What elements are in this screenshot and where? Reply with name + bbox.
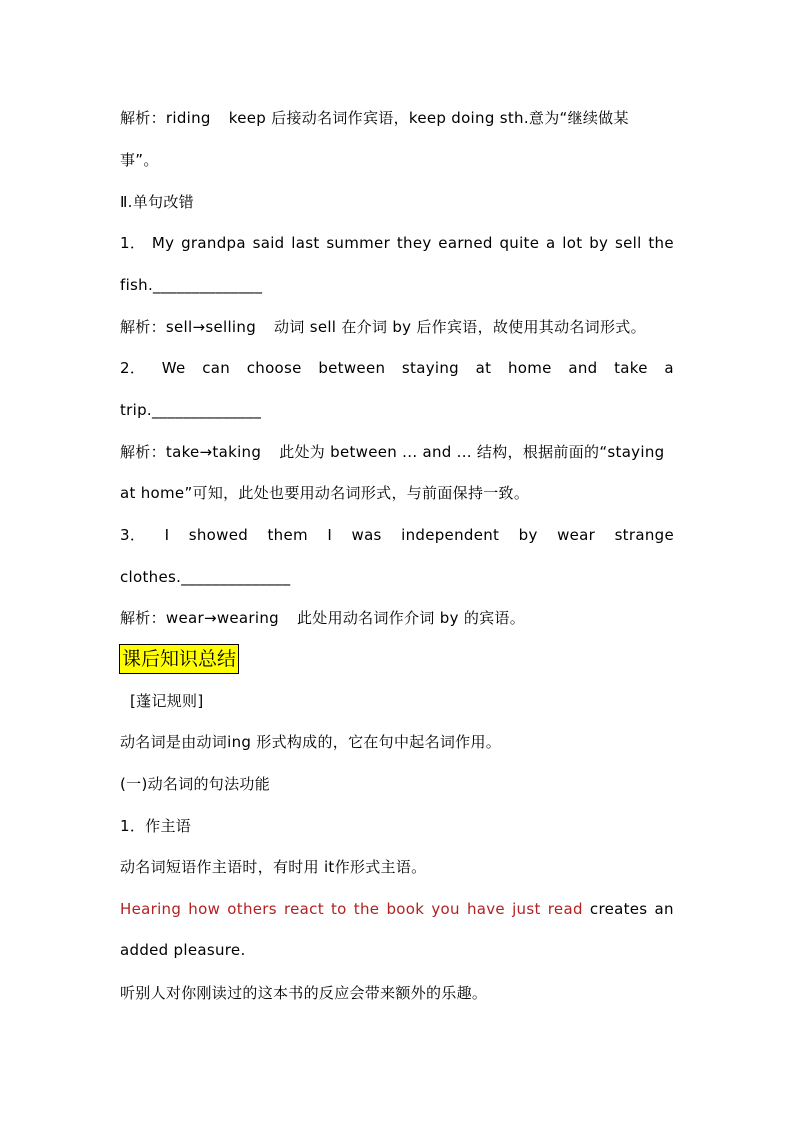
sentence-word: strange	[614, 526, 674, 544]
sentence-word: can	[202, 359, 231, 377]
item-2-analysis-line2: at home”可知，此处也要用动名词形式，与前面保持一致。	[120, 484, 530, 502]
item-3-sentence-line2: clothes.______________	[120, 568, 291, 586]
analysis-text: 此处用动名词作介词 by 的宾语。	[296, 609, 526, 627]
sentence-word: summer	[326, 234, 391, 252]
sentence-word: a	[546, 234, 556, 252]
item-number: 1．	[120, 234, 146, 252]
sentence-word: take	[614, 359, 648, 377]
analysis-answer: sell→selling	[165, 318, 257, 336]
subsection-title: (一)动名词的句法功能	[120, 775, 271, 793]
example-word-red: to	[331, 900, 347, 918]
analysis-prefix: 解析：	[120, 318, 166, 336]
sentence-word: a	[664, 359, 674, 377]
q1-analysis-line2: 事”。	[120, 151, 159, 169]
rule-label: [蓬记规则]	[130, 692, 204, 710]
sentence-word: My	[151, 234, 175, 252]
sentence-word: them	[267, 526, 308, 544]
analysis-prefix: 解析：	[120, 109, 166, 127]
example-word-red: react	[283, 900, 324, 918]
sentence-word: between	[318, 359, 386, 377]
analysis-text: 此处为 between ... and ... 结构，根据前面的“staying	[279, 443, 665, 461]
summary-heading-wrap	[119, 644, 673, 674]
analysis-answer: take→taking	[165, 443, 262, 461]
example-sentence-line2: added pleasure.	[120, 941, 246, 959]
item-number: 3．	[120, 526, 146, 544]
analysis-prefix: 解析：	[120, 443, 166, 461]
item-2-sentence-line1	[120, 358, 674, 378]
item-2-sentence-line2: trip.______________	[120, 401, 262, 419]
point-1-title: 1．作主语	[120, 817, 192, 835]
example-word-red: read	[547, 900, 583, 918]
sentence-word: home	[507, 359, 552, 377]
example-word-red: others	[227, 900, 277, 918]
example-sentence-line1	[120, 899, 674, 919]
point-1-text: 动名词短语作主语时，有时用 it作形式主语。	[120, 858, 427, 876]
analysis-prefix: 解析：	[120, 609, 166, 627]
sentence-word: showed	[188, 526, 249, 544]
sentence-word: grandpa	[181, 234, 246, 252]
item-1-analysis	[120, 317, 674, 337]
analysis-text: 动词 sell 在介词 by 后作宾语，故使用其动名词形式。	[274, 318, 646, 336]
section-title: Ⅱ.单句改错	[120, 193, 194, 211]
analysis-answer: wear→wearing	[165, 609, 279, 627]
sentence-word: at	[475, 359, 492, 377]
sentence-word: said	[252, 234, 285, 252]
sentence-word: by	[518, 526, 538, 544]
sentence-word: staying	[401, 359, 459, 377]
sentence-word: independent	[401, 526, 500, 544]
sentence-word: choose	[246, 359, 302, 377]
analysis-answer: riding	[165, 109, 211, 127]
example-word: creates	[589, 900, 648, 918]
item-1-sentence-line2: fish.______________	[120, 276, 263, 294]
example-word-red: you	[431, 900, 460, 918]
sentence-word: the	[648, 234, 674, 252]
sentence-word: I	[327, 526, 333, 544]
sentence-word: earned	[438, 234, 493, 252]
summary-heading: 课后知识总结	[119, 644, 239, 674]
item-1-sentence-line1	[120, 233, 674, 253]
item-3-analysis	[120, 608, 674, 628]
sentence-word: and	[568, 359, 598, 377]
example-word-red: the	[353, 900, 380, 918]
sentence-word: wear	[557, 526, 596, 544]
example-word-red: Hearing	[120, 900, 182, 918]
sentence-word: last	[291, 234, 320, 252]
example-word: an	[654, 900, 674, 918]
item-3-sentence-line1	[120, 525, 674, 545]
example-word-red: just	[512, 900, 541, 918]
sentence-word: I	[164, 526, 170, 544]
sentence-word: quite	[499, 234, 540, 252]
sentence-word: by	[589, 234, 609, 252]
sentence-word: was	[351, 526, 382, 544]
sentence-word: lot	[562, 234, 583, 252]
example-translation: 听别人对你刚读过的这本书的反应会带来额外的乐趣。	[120, 984, 488, 1002]
sentence-word: We	[161, 359, 186, 377]
example-word-red: have	[466, 900, 505, 918]
definition: 动名词是由动词ing 形式构成的，它在句中起名词作用。	[120, 733, 502, 751]
item-2-analysis-line1	[120, 442, 674, 462]
sentence-word: they	[396, 234, 432, 252]
example-word-red: how	[188, 900, 221, 918]
q1-analysis-line1	[120, 108, 674, 128]
sentence-word: sell	[614, 234, 642, 252]
item-number: 2．	[120, 359, 146, 377]
analysis-text: keep 后接动名词作宾语，keep doing sth.意为“继续做某	[228, 109, 629, 127]
example-word-red: book	[386, 900, 425, 918]
